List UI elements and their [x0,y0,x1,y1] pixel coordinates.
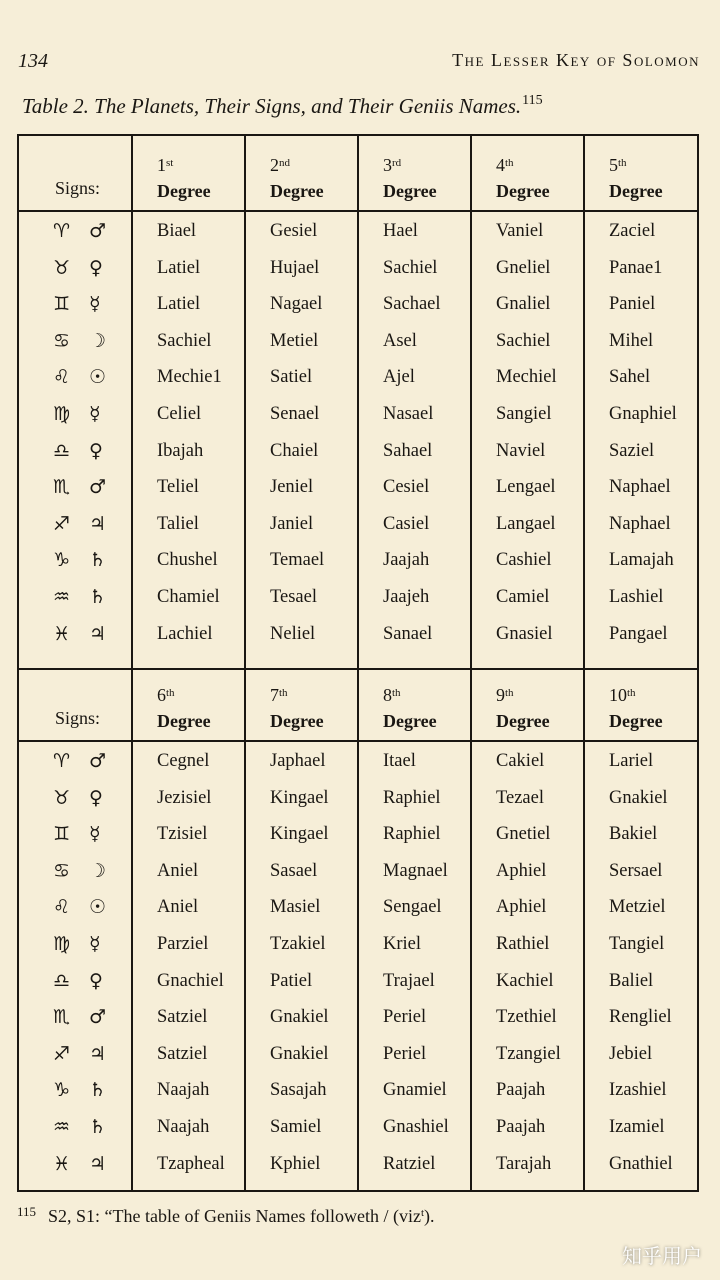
planet-icon: ♂ [89,220,107,242]
degree-header [270,150,324,204]
degree-number: 1 [157,155,166,175]
zodiac-sign-icon: ♎ [53,969,71,992]
genius-name-cell: Gneliel [496,257,551,278]
table-row [19,436,697,473]
planet-icon: ☿ [89,403,101,425]
genius-name-cell: Celiel [157,404,202,424]
footnote-number: 115 [17,1204,37,1219]
zodiac-sign-icon: ♍ [53,933,71,955]
planet-icon: ♃ [89,512,107,535]
degree-number: 6 [157,685,166,705]
degree-ordinal-suffix: rd [392,157,402,169]
table-row [19,746,697,783]
genius-name-cell: Jeniel [270,477,314,498]
genius-name-cell: Pangael [609,623,668,644]
table-header-row [19,136,697,212]
genius-name-cell: Lengael [496,477,556,498]
planet-icon: ☉ [89,366,107,389]
genius-name-cell: Langael [496,513,556,534]
degree-header [609,680,663,734]
zodiac-sign-icon: ♈ [53,220,71,242]
genius-name-cell: Mechiel [496,367,557,388]
genius-name-cell: Samiel [270,1117,322,1137]
degree-ordinal-suffix: th [627,687,636,699]
genius-name-cell: Rathiel [496,934,550,954]
genius-name-cell: Aniel [157,860,199,881]
genius-name-cell: Metziel [609,897,666,918]
genius-name-cell: Izashiel [609,1080,667,1101]
planet-icon: ♀ [89,786,103,809]
genius-name-cell: Bakiel [609,824,658,845]
genius-name-cell: Biael [157,221,197,241]
footnote [17,1204,435,1227]
zodiac-sign-icon: ♋ [53,859,71,882]
degree-word: Degree [609,711,663,731]
genius-name-cell: Temael [270,550,325,571]
planet-icon: ♀ [89,969,103,992]
genius-name-cell: Hael [383,221,418,241]
planet-icon: ♂ [89,750,107,772]
genius-name-cell: Gnamiel [383,1080,447,1101]
genius-name-cell: Japhael [270,751,326,771]
genius-name-cell: Jaajeh [383,587,430,607]
genius-name-cell: Sahael [383,440,433,461]
zodiac-sign-icon: ♏ [53,1006,71,1029]
genius-name-cell: Rengliel [609,1007,672,1028]
table-row [19,362,697,399]
planet-icon: ☿ [89,823,101,846]
degree-number: 4 [496,155,505,175]
genius-name-cell: Gesiel [270,221,318,241]
genius-name-cell: Latiel [157,294,201,315]
genius-name-cell: Sersael [609,860,663,881]
genius-name-cell: Paajah [496,1080,546,1101]
table-row [19,619,697,656]
genius-name-cell: Ibajah [157,440,204,461]
genius-name-cell: Taliel [157,513,199,534]
genius-name-cell: Neliel [270,623,316,644]
degree-ordinal-suffix: th [505,687,514,699]
table-row [19,1002,697,1039]
degree-number: 10 [609,685,627,705]
table-section-2 [19,670,697,1190]
table-row [19,929,697,966]
genius-name-cell: Sahel [609,367,651,388]
genius-name-cell: Panae1 [609,257,663,278]
genius-name-cell: Patiel [270,970,313,991]
genius-name-cell: Zaciel [609,221,656,241]
footnote-text: S2, S1: “The table of Geniis Names followeth / (viz [48,1206,421,1226]
genius-name-cell: Janiel [270,513,314,534]
zodiac-sign-icon: ♊ [53,823,71,846]
genius-name-cell: Raphiel [383,787,441,808]
genius-name-cell: Chaiel [270,440,319,461]
genius-name-cell: Gnetiel [496,824,551,845]
degree-ordinal-suffix: th [505,157,514,169]
degree-number: 5 [609,155,618,175]
genius-name-cell: Gnakiel [270,1043,329,1064]
genius-name-cell: Aphiel [496,860,547,881]
genius-name-cell: Periel [383,1043,427,1064]
planet-icon: ♃ [89,1042,107,1065]
table-row [19,289,697,326]
genius-name-cell: Hujael [270,257,320,278]
genius-name-cell: Sachiel [157,330,212,351]
zodiac-sign-icon: ♎ [53,439,71,462]
degree-word: Degree [609,181,663,201]
genius-name-cell: Gnakiel [270,1007,329,1028]
genius-name-cell: Latiel [157,257,201,278]
genius-name-cell: Izamiel [609,1117,665,1137]
planet-icon: ☉ [89,896,107,919]
degree-word: Degree [496,181,550,201]
genius-name-cell: Nasael [383,404,434,424]
degree-header [157,150,211,204]
zodiac-sign-icon: ♒ [53,1116,71,1138]
zodiac-sign-icon: ♑ [53,549,71,572]
table-row [19,783,697,820]
genius-name-cell: Cakiel [496,751,545,771]
planet-icon: ☽ [89,859,107,882]
genius-name-cell: Camiel [496,587,550,607]
table-caption [22,93,543,119]
table-section-1 [19,136,697,670]
table-row [19,472,697,509]
degree-ordinal-suffix: th [279,687,288,699]
degree-header [496,150,550,204]
degree-header [609,150,663,204]
genius-name-cell: Kingael [270,787,329,808]
planet-icon: ☿ [89,293,101,316]
zodiac-sign-icon: ♏ [53,476,71,499]
genius-name-cell: Chamiel [157,587,220,607]
table-header-row [19,670,697,742]
planet-icon: ♄ [89,1116,107,1138]
zodiac-sign-icon: ♍ [53,403,71,425]
footnote-end: ). [424,1206,435,1226]
genius-name-cell: Chushel [157,550,218,571]
genius-name-cell: Tangiel [609,934,665,954]
degree-header [270,680,324,734]
degree-word: Degree [383,711,437,731]
genius-name-cell: Satziel [157,1043,208,1064]
genius-name-cell: Tzakiel [270,934,326,954]
planet-icon: ♄ [89,1079,107,1102]
zodiac-sign-icon: ♒ [53,586,71,608]
degree-number: 7 [270,685,279,705]
table-row [19,1112,697,1149]
degree-ordinal-suffix: th [618,157,627,169]
zodiac-sign-icon: ♓ [53,1152,71,1175]
table-row [19,1149,697,1186]
genius-name-cell: Trajael [383,970,435,991]
genius-name-cell: Ratziel [383,1153,436,1174]
zodiac-sign-icon: ♉ [53,256,71,279]
planet-icon: ♀ [89,256,103,279]
caption-note-ref: 115 [522,93,543,108]
table-row [19,509,697,546]
genius-name-cell: Tzethiel [496,1007,557,1028]
genius-name-cell: Tezael [496,787,544,808]
degree-ordinal-suffix: st [166,157,174,169]
degree-ordinal-suffix: th [392,687,401,699]
zodiac-sign-icon: ♊ [53,293,71,316]
genius-name-cell: Lamajah [609,550,674,571]
zodiac-sign-icon: ♋ [53,329,71,352]
planet-icon: ♄ [89,586,107,608]
genius-name-cell: Periel [383,1007,427,1028]
planet-icon: ☿ [89,933,101,955]
genius-name-cell: Tzangiel [496,1043,561,1064]
genius-name-cell: Sanael [383,623,433,644]
genius-name-cell: Ajel [383,367,415,388]
genius-name-cell: Naajah [157,1117,210,1137]
planet-icon: ♀ [89,439,103,462]
genius-name-cell: Casiel [383,513,430,534]
genius-name-cell: Nagael [270,294,323,315]
genius-name-cell: Sachiel [496,330,551,351]
degree-word: Degree [157,711,211,731]
genius-name-cell: Lachiel [157,623,213,644]
genius-name-cell: Gnathiel [609,1153,673,1174]
genius-name-cell: Sachael [383,294,441,315]
genius-name-cell: Cesiel [383,477,430,498]
planet-icon: ♂ [89,476,107,499]
genius-name-cell: Cegnel [157,751,210,771]
genius-name-cell: Tarajah [496,1153,552,1174]
genius-name-cell: Sengael [383,897,442,918]
genius-name-cell: Sasajah [270,1080,327,1101]
genius-name-cell: Kriel [383,934,422,954]
degree-header [383,680,437,734]
planet-icon: ♂ [89,1006,107,1029]
planet-icon: ♃ [89,622,107,645]
table-row [19,856,697,893]
genius-name-cell: Gnachiel [157,970,224,991]
table-row [19,216,697,253]
genius-name-cell: Gnaliel [496,294,551,315]
degree-word: Degree [157,181,211,201]
zodiac-sign-icon: ♌ [53,366,71,389]
genii-table [17,134,699,1192]
signs-header: Signs: [55,708,101,728]
table-row [19,892,697,929]
genius-name-cell: Baliel [609,970,654,991]
table-row [19,966,697,1003]
genius-name-cell: Sasael [270,860,318,881]
genius-name-cell: Jaajah [383,550,430,571]
degree-word: Degree [270,181,324,201]
genius-name-cell: Metiel [270,330,319,351]
genius-name-cell: Mechie1 [157,367,222,388]
genius-name-cell: Kingael [270,824,329,845]
genius-name-cell: Tzapheal [157,1153,225,1174]
degree-number: 9 [496,685,505,705]
footnote-sup: t [420,1207,425,1219]
genius-name-cell: Sachiel [383,257,438,278]
genius-name-cell: Satiel [270,367,313,388]
genius-name-cell: Raphiel [383,824,441,845]
genius-name-cell: Jebiel [609,1043,653,1064]
genius-name-cell: Kphiel [270,1153,321,1174]
genius-name-cell: Tesael [270,587,317,607]
genius-name-cell: Gnashiel [383,1117,449,1137]
genius-name-cell: Naajah [157,1080,210,1101]
genius-name-cell: Teliel [157,477,199,498]
genius-name-cell: Sangiel [496,404,552,424]
signs-header: Signs: [55,178,101,198]
table-row [19,582,697,619]
zodiac-sign-icon: ♐ [53,1042,71,1065]
degree-word: Degree [383,181,437,201]
zodiac-sign-icon: ♐ [53,512,71,535]
genius-name-cell: Gnaphiel [609,404,677,424]
table-row [19,326,697,363]
genius-name-cell: Naphael [609,477,671,498]
genius-name-cell: Satziel [157,1007,208,1028]
genius-name-cell: Aphiel [496,897,547,918]
genius-name-cell: Gnakiel [609,787,668,808]
table-row [19,1075,697,1112]
zodiac-sign-icon: ♈ [53,750,71,772]
watermark: 知乎用户 [622,1244,702,1268]
table-row [19,1039,697,1076]
table-row [19,819,697,856]
genius-name-cell: Senael [270,404,320,424]
genius-name-cell: Vaniel [496,221,544,241]
degree-number: 2 [270,155,279,175]
genius-name-cell: Tzisiel [157,824,208,845]
genius-name-cell: Naphael [609,513,671,534]
genius-name-cell: Aniel [157,897,199,918]
zodiac-sign-icon: ♉ [53,786,71,809]
genius-name-cell: Asel [383,330,417,351]
genius-name-cell: Paajah [496,1117,546,1137]
degree-header [383,150,437,204]
running-head: The Lesser Key of Solomon [452,50,700,70]
zodiac-sign-icon: ♌ [53,896,71,919]
degree-ordinal-suffix: nd [279,157,290,169]
genius-name-cell: Mihel [609,330,654,351]
degree-word: Degree [496,711,550,731]
page-number: 134 [18,50,48,72]
genius-name-cell: Kachiel [496,970,554,991]
planet-icon: ♃ [89,1152,107,1175]
genius-name-cell: Gnasiel [496,623,553,644]
degree-header [157,680,211,734]
genius-name-cell: Paniel [609,294,656,315]
genius-name-cell: Parziel [157,934,209,954]
genius-name-cell: Naviel [496,440,546,461]
table-row [19,545,697,582]
genius-name-cell: Jezisiel [157,787,212,808]
degree-number: 3 [383,155,392,175]
caption-text: Table 2. The Planets, Their Signs, and Their Geniis Names. [22,94,522,118]
planet-icon: ☽ [89,329,107,352]
degree-header [496,680,550,734]
genius-name-cell: Lariel [609,751,654,771]
genius-name-cell: Saziel [609,440,655,461]
genius-name-cell: Magnael [383,860,448,881]
planet-icon: ♄ [89,549,107,572]
degree-word: Degree [270,711,324,731]
degree-ordinal-suffix: th [166,687,175,699]
genius-name-cell: Lashiel [609,587,664,607]
zodiac-sign-icon: ♓ [53,622,71,645]
table-row [19,399,697,436]
genius-name-cell: Cashiel [496,550,552,571]
table-row [19,253,697,290]
genius-name-cell: Itael [383,751,416,771]
zodiac-sign-icon: ♑ [53,1079,71,1102]
degree-number: 8 [383,685,392,705]
genius-name-cell: Masiel [270,897,321,918]
